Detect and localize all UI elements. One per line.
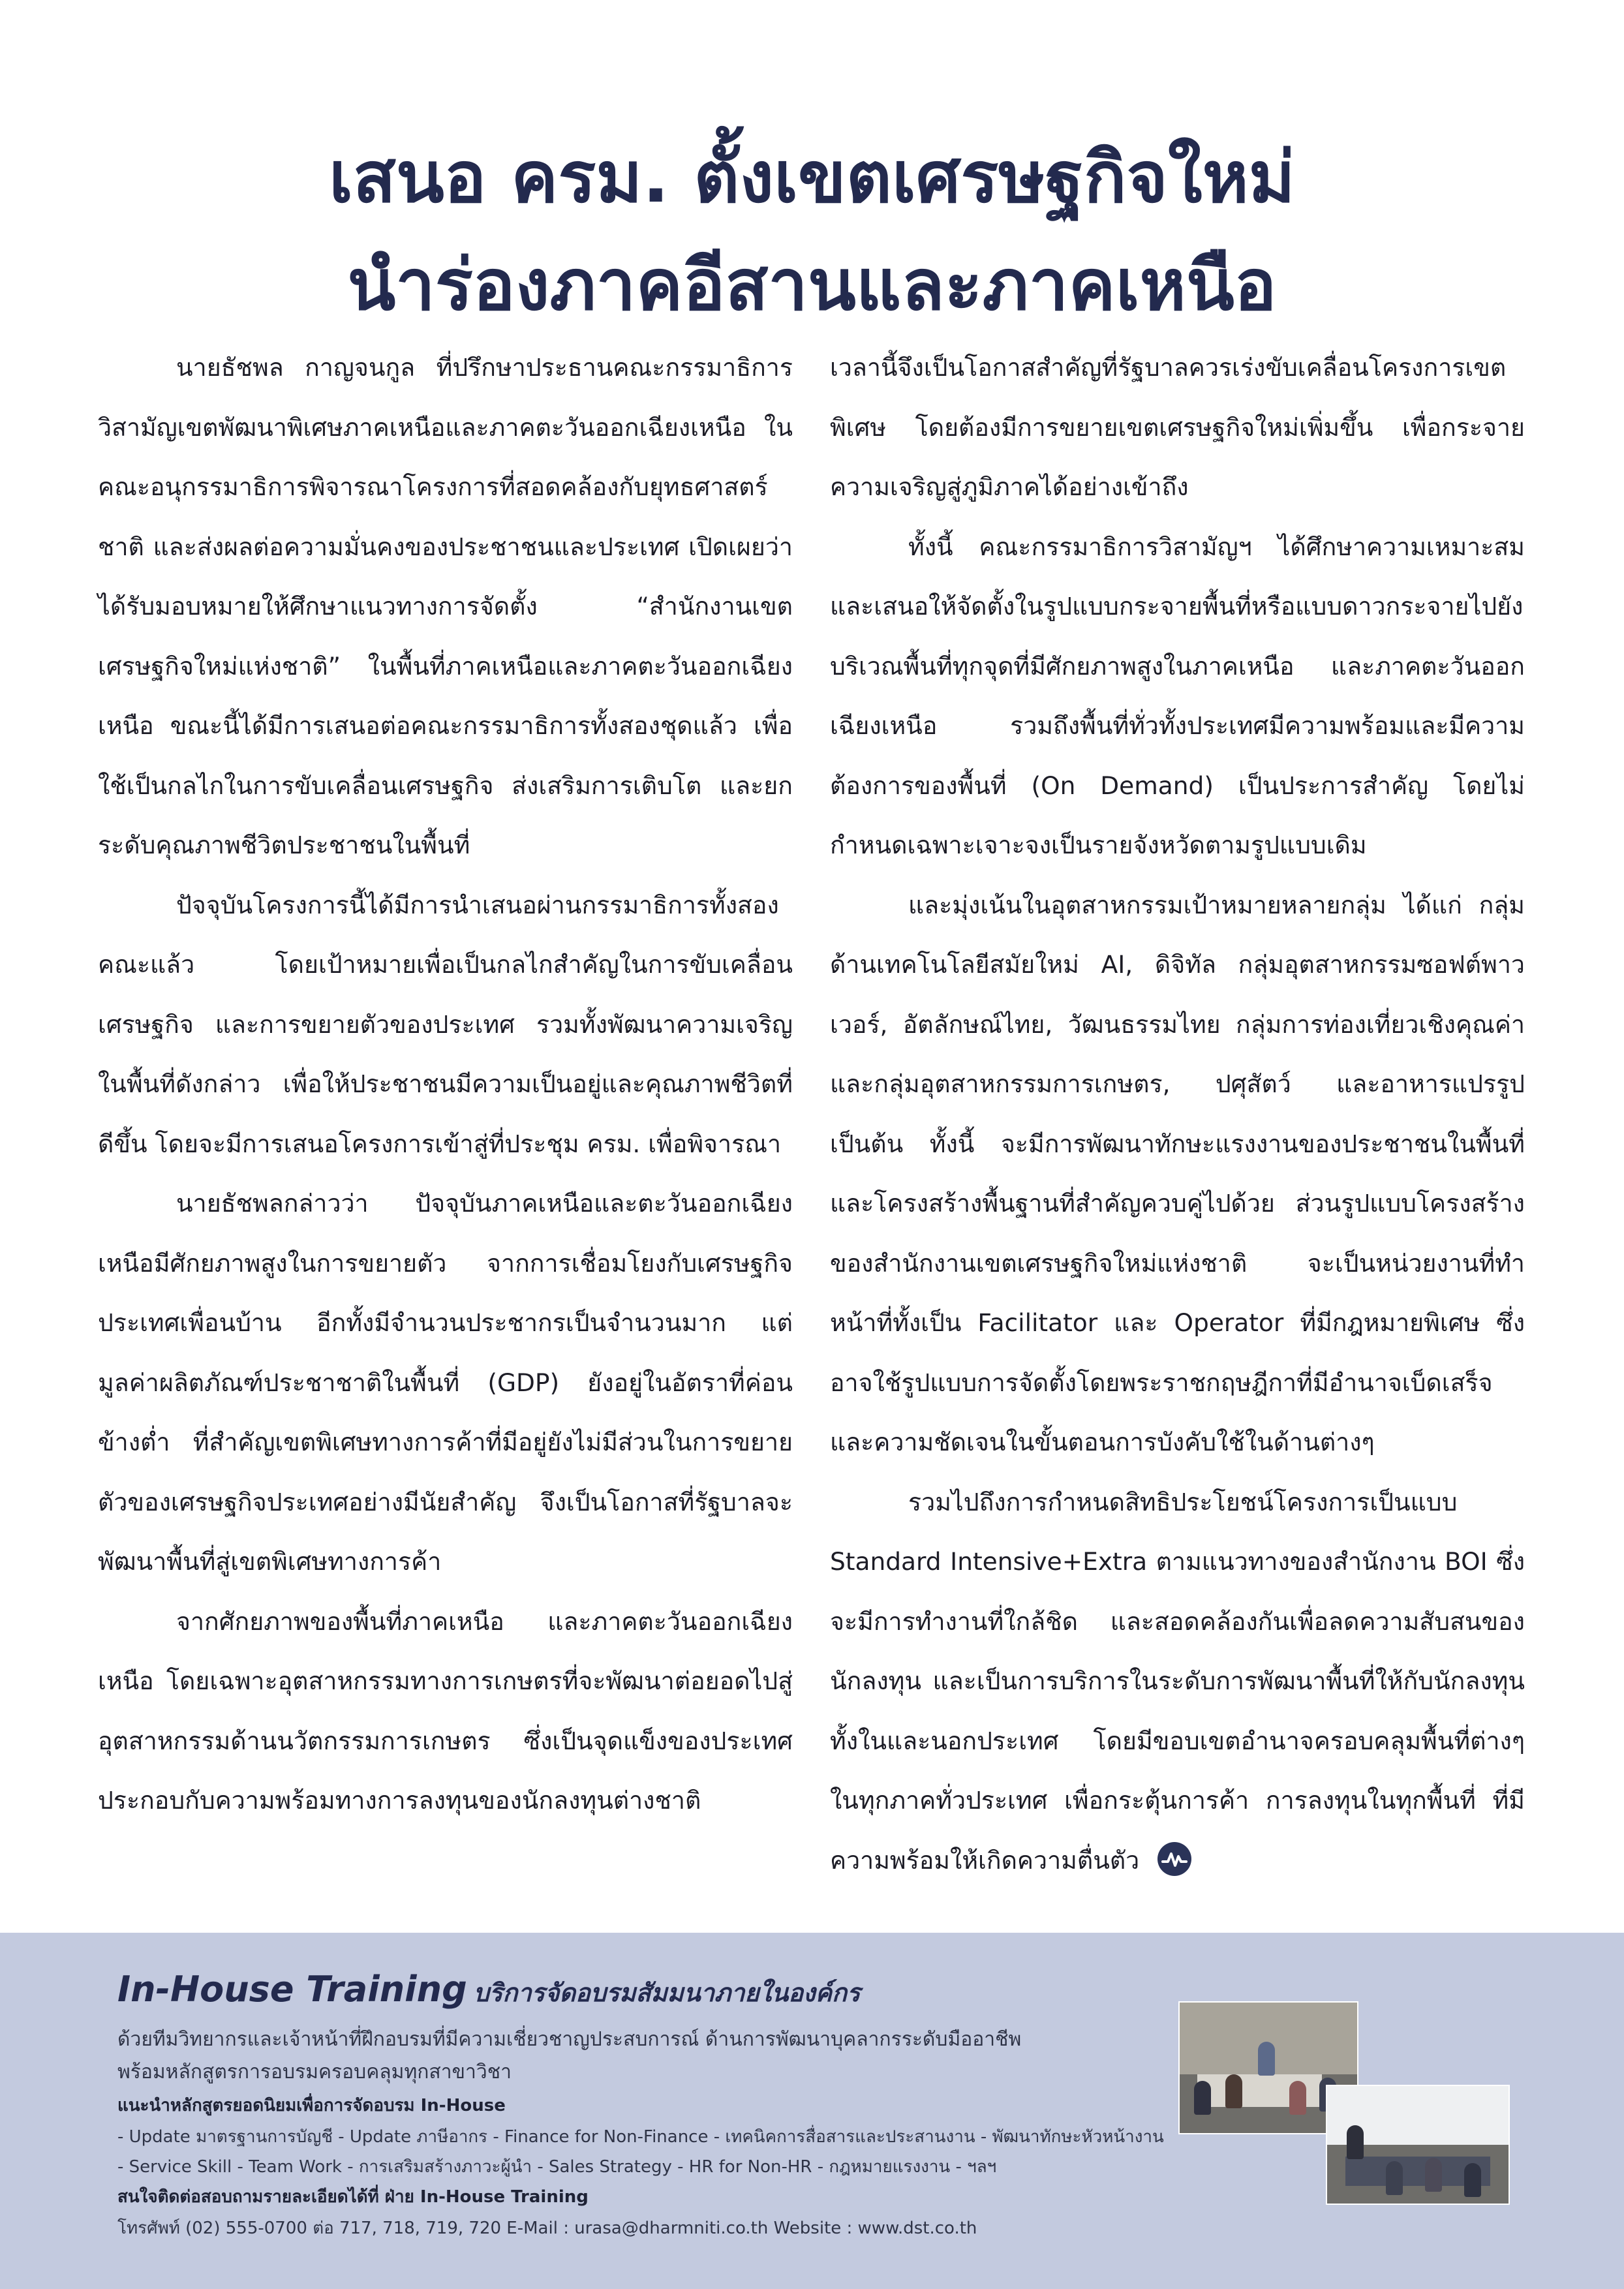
- paragraph: ทั้งนี้ คณะกรรมาธิการวิสามัญฯ ได้ศึกษาความเหมาะสมและเสนอให้จัดตั้งในรูปแบบกระจายพื้นที่หรือแบบดาวกระจายไปยังบริเวณพื้นที่ทุกจุดที่มีศักยภาพสูงในภาคเหนือ และภาคตะวันออกเฉียงเหนือ รวมถึงพื้นที่ทั่วทั้งประเทศมีความพร้อมและมีความต้องการของพื้นที่ (On Demand) เป็นประการสำคัญ โดยไม่กำหนดเฉพาะเจาะจงเป็นรายจังหวัดตามรูปแบบเดิม: [830, 532, 1525, 859]
- paragraph: เวลานี้จึงเป็นโอกาสสำคัญที่รัฐบาลควรเร่งขับเคลื่อนโครงการเขตพิเศษ โดยต้องมีการขยายเขตเศรษฐกิจใหม่เพิ่มขึ้น เพื่อกระจายความเจริญสู่ภูมิภาคได้อย่างเข้าถึง: [830, 353, 1525, 501]
- headline: [0, 124, 1624, 339]
- footer-title: [117, 1969, 860, 2012]
- footer-title-main: In-House Training: [117, 1969, 467, 2010]
- left-column: [98, 338, 793, 1831]
- footer-contact: สนใจติดต่อสอบถามรายละเอียดได้ที่ ฝ่าย In-House Training: [117, 2187, 589, 2207]
- paragraph: และมุ่งเน้นในอุตสาหกรรมเป้าหมายหลายกลุ่ม ได้แก่ กลุ่มด้านเทคโนโลยีสมัยใหม่ AI, ดิจิทัล กลุ่มอุตสาหกรรมซอฟต์พาวเวอร์, อัตลักษณ์ไทย, วัฒนธรรมไทย กลุ่มการท่องเที่ยวเชิงคุณค่า และกลุ่มอุตสาหกรรมการเกษตร, ปศุสัตว์ และอาหารแปรรูป เป็นต้น ทั้งนี้ จะมีการพัฒนาทักษะแรงงานของประชาชนในพื้นที่ และโครงสร้างพื้นฐานที่สำคัญควบคู่ไปด้วย ส่วนรูปแบบโครงสร้างของสำนักงานเขตเศรษฐกิจใหม่แห่งชาติ จะเป็นหน่วยงานที่ทำหน้าที่ทั้งเป็น Facilitator และ Operator ที่มีกฎหมายพิเศษ ซึ่งอาจใช้รูปแบบการจัดตั้งโดยพระราชกฤษฎีกาที่มีอำนาจเบ็ดเสร็จ และความชัดเจนในขั้นตอนการบังคับใช้ในด้านต่างๆ: [830, 890, 1525, 1456]
- headline-line-1: เสนอ ครม. ตั้งเขตเศรษฐกิจใหม่: [329, 137, 1295, 219]
- footer-courses-1: - Update มาตรฐานการบัญชี - Update ภาษีอากร - Finance for Non-Finance - เทคนิคการสื่อสารและประสานงาน - พัฒนาทักษะหัวหน้างาน: [117, 2127, 1164, 2147]
- paragraph: จากศักยภาพของพื้นที่ภาคเหนือ และภาคตะวันออกเฉียงเหนือ โดยเฉพาะอุตสาหกรรมทางการเกษตรที่จะพัฒนาต่อยอดไปสู่อุตสาหกรรมด้านนวัตกรรมการเกษตร ซึ่งเป็นจุดแข็งของประเทศ ประกอบกับความพร้อมทางการลงทุนของนักลงทุนต่างชาติ: [98, 1606, 793, 1815]
- footer-recommend: แนะนำหลักสูตรยอดนิยมเพื่อการจัดอบรม In-House: [117, 2096, 506, 2115]
- footer-desc-1: ด้วยทีมวิทยากรและเจ้าหน้าที่ฝึกอบรมที่มีความเชี่ยวชาญประสบการณ์ ด้านการพัฒนาบุคลากรระดับมืออาชีพ: [117, 2028, 1022, 2051]
- paragraph: นายธัชพล กาญจนกูล ที่ปรึกษาประธานคณะกรรมาธิการวิสามัญเขตพัฒนาพิเศษภาคเหนือและภาคตะวันออกเฉียงเหนือ ในคณะอนุกรรมาธิการพิจารณาโครงการที่สอดคล้องกับยุทธศาสตร์ชาติ และส่งผลต่อความมั่นคงของประชาชนและประเทศ เปิดเผยว่า ได้รับมอบหมายให้ศึกษาแนวทางการจัดตั้ง “สำนักงานเขตเศรษฐกิจใหม่แห่งชาติ” ในพื้นที่ภาคเหนือและภาคตะวันออกเฉียงเหนือ ขณะนี้ได้มีการเสนอต่อคณะกรรมาธิการทั้งสองชุดแล้ว เพื่อใช้เป็นกลไกในการขับเคลื่อนเศรษฐกิจ ส่งเสริมการเติบโต และยกระดับคุณภาพชีวิตประชาชนในพื้นที่: [98, 353, 793, 859]
- footer-subtitle: บริการจัดอบรมสัมมนาภายในองค์กร: [473, 1978, 861, 2007]
- right-column: [830, 338, 1525, 1890]
- footer-desc-2: พร้อมหลักสูตรการอบรมครอบคลุมทุกสาขาวิชา: [117, 2061, 512, 2083]
- end-mark-icon: [1157, 1842, 1191, 1876]
- paragraph: นายธัชพลกล่าวว่า ปัจจุบันภาคเหนือและตะวันออกเฉียงเหนือมีศักยภาพสูงในการขยายตัว จากการเชื่อมโยงกับเศรษฐกิจประเทศเพื่อนบ้าน อีกทั้งมีจำนวนประชากรเป็นจำนวนมาก แต่มูลค่าผลิตภัณฑ์ประชาชาติในพื้นที่ (GDP) ยังอยู่ในอัตราที่ค่อนข้างต่ำ ที่สำคัญเขตพิเศษทางการค้าที่มีอยู่ยังไม่มีส่วนในการขยายตัวของเศรษฐกิจประเทศอย่างมีนัยสำคัญ จึงเป็นโอกาสที่รัฐบาลจะพัฒนาพื้นที่สู่เขตพิเศษทางการค้า: [98, 1189, 793, 1576]
- footer-courses-2: - Service Skill - Team Work - การเสริมสร้างภาวะผู้นำ - Sales Strategy - HR for Non-HR - กฎหมายแรงงาน - ฯลฯ: [117, 2157, 997, 2177]
- paragraph-last: [830, 1473, 1525, 1891]
- headline-line-2: นำร่องภาคอีสานและภาคเหนือ: [347, 245, 1277, 326]
- paragraph-text: รวมไปถึงการกำหนดสิทธิประโยชน์โครงการเป็นแบบ Standard Intensive+Extra ตามแนวทางของสำนักงาน BOI ซึ่งจะมีการทำงานที่ใกล้ชิด และสอดคล้องกันเพื่อลดความสับสนของนักลงทุน และเป็นการบริการในระดับการพัฒนาพื้นที่ให้กับนักลงทุนทั้งในและนอกประเทศ โดยมีขอบเขตอำนาจครอบคลุมพื้นที่ต่างๆ ในทุกภาคทั่วประเทศ เพื่อกระตุ้นการค้า การลงทุนในทุกพื้นที่ ที่มีความพร้อมให้เกิดความตื่นตัว: [830, 1487, 1525, 1875]
- training-photo-2: [1326, 2085, 1510, 2205]
- footer-ad: [0, 1933, 1624, 2289]
- footer-phone: โทรศัพท์ (02) 555-0700 ต่อ 717, 718, 719, 720 E-Mail : urasa@dharmniti.co.th Website : www.dst.co.th: [117, 2219, 977, 2238]
- paragraph: ปัจจุบันโครงการนี้ได้มีการนำเสนอผ่านกรรมาธิการทั้งสองคณะแล้ว โดยเป้าหมายเพื่อเป็นกลไกสำคัญในการขับเคลื่อนเศรษฐกิจ และการขยายตัวของประเทศ รวมทั้งพัฒนาความเจริญในพื้นที่ดังกล่าว เพื่อให้ประชาชนมีความเป็นอยู่และคุณภาพชีวิตที่ดีขึ้น โดยจะมีการเสนอโครงการเข้าสู่ที่ประชุม ครม. เพื่อพิจารณา: [98, 890, 793, 1158]
